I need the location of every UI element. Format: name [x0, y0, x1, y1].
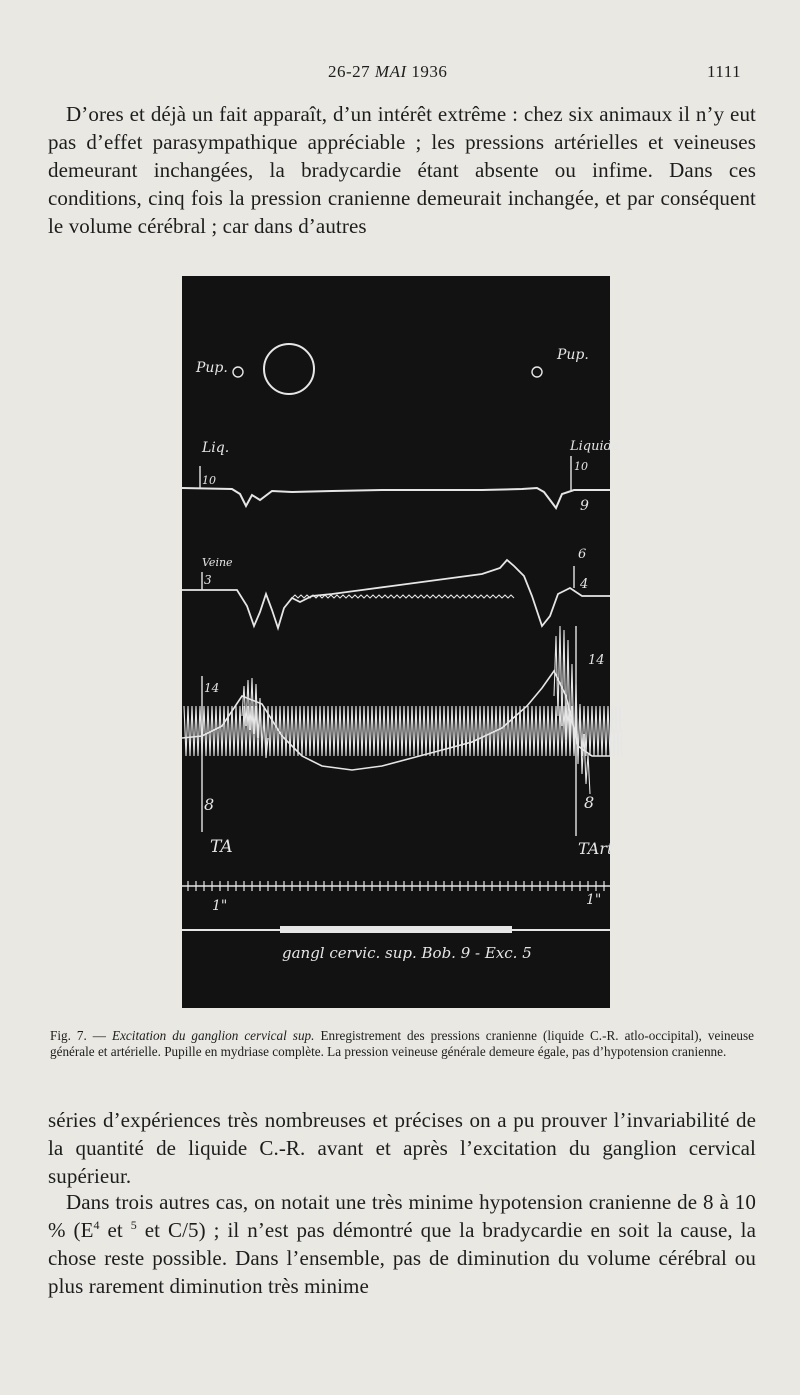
liq-left-label: Liq.	[202, 440, 230, 456]
liq-10-left: 10	[202, 474, 216, 487]
time-left-label: 1"	[212, 898, 228, 914]
ta-left-label: TA	[210, 837, 233, 857]
paragraph-bottom: Dans trois autres cas, on notait une très minime hypotension cranienne de 8 à 10 % ($E^4$ et $^5$ et C/5) ; il n’est pas démontré que la bradycardie en soit la cause, la chose reste possible. Dans l’ensemble, pas de diminution du volume cérébral ou plus rarement diminution très minime	[48, 1190, 756, 1298]
paragraph-middle: séries d’expériences très nombreuses et précises on a pu prouver l’invariabilité de la quantité de liquide C.-R. avant et après l’excitation du ganglion cervical supérieur.	[48, 1108, 756, 1188]
running-header	[0, 62, 800, 86]
veine-6-right: 6	[578, 547, 587, 562]
figure-caption: Fig. 7. — Excitation du ganglion cervical sup. Enregistrement des pressions cranienne (liquide C.-R. atlo-occipital), veineuse générale et artérielle. Pupille en mydriase complète. La pression veineuse générale demeure égale, pas d’hypotension cranienne.	[50, 1028, 755, 1059]
veine-left-label: Veine	[202, 556, 233, 569]
ta-14-left: 14	[204, 681, 220, 695]
veine-4-right: 4	[580, 577, 589, 592]
ta-14-right: 14	[588, 653, 605, 668]
liq-10-right: 10	[574, 460, 588, 473]
stimulus-bar	[280, 926, 512, 933]
time-right-label: 1"	[586, 892, 602, 908]
kymograph-figure	[182, 276, 620, 1008]
veine-3-left: 3	[204, 573, 212, 587]
ta-right-label: TArt	[578, 839, 614, 858]
ta-8-right: 8	[584, 793, 595, 812]
page-number: 1111	[707, 62, 742, 81]
paragraph-top: D’ores et déjà un fait apparaît, d’un intérêt extrême : chez six animaux il n’y eut pas d’effet parasympathique appréciable ; les pressions artérielles et veineuses demeurant inchangées, la bradycardie étant absente ou infime. Dans ces conditions, cinq fois la pression cranienne demeurait inchangée, et par conséquent le volume cérébral ; car dans d’autres	[48, 102, 756, 238]
header-date: 26-27 MAI 1936	[328, 62, 448, 81]
pup-right-label: Pup.	[557, 347, 589, 363]
pup-left-label: Pup.	[196, 360, 228, 376]
liq-9-right: 9	[580, 498, 589, 514]
ta-8-left: 8	[204, 795, 215, 814]
liq-right-label: Liquide	[570, 439, 620, 454]
stim-label: gangl cervic. sup. Bob. 9 - Exc. 5	[282, 944, 532, 962]
